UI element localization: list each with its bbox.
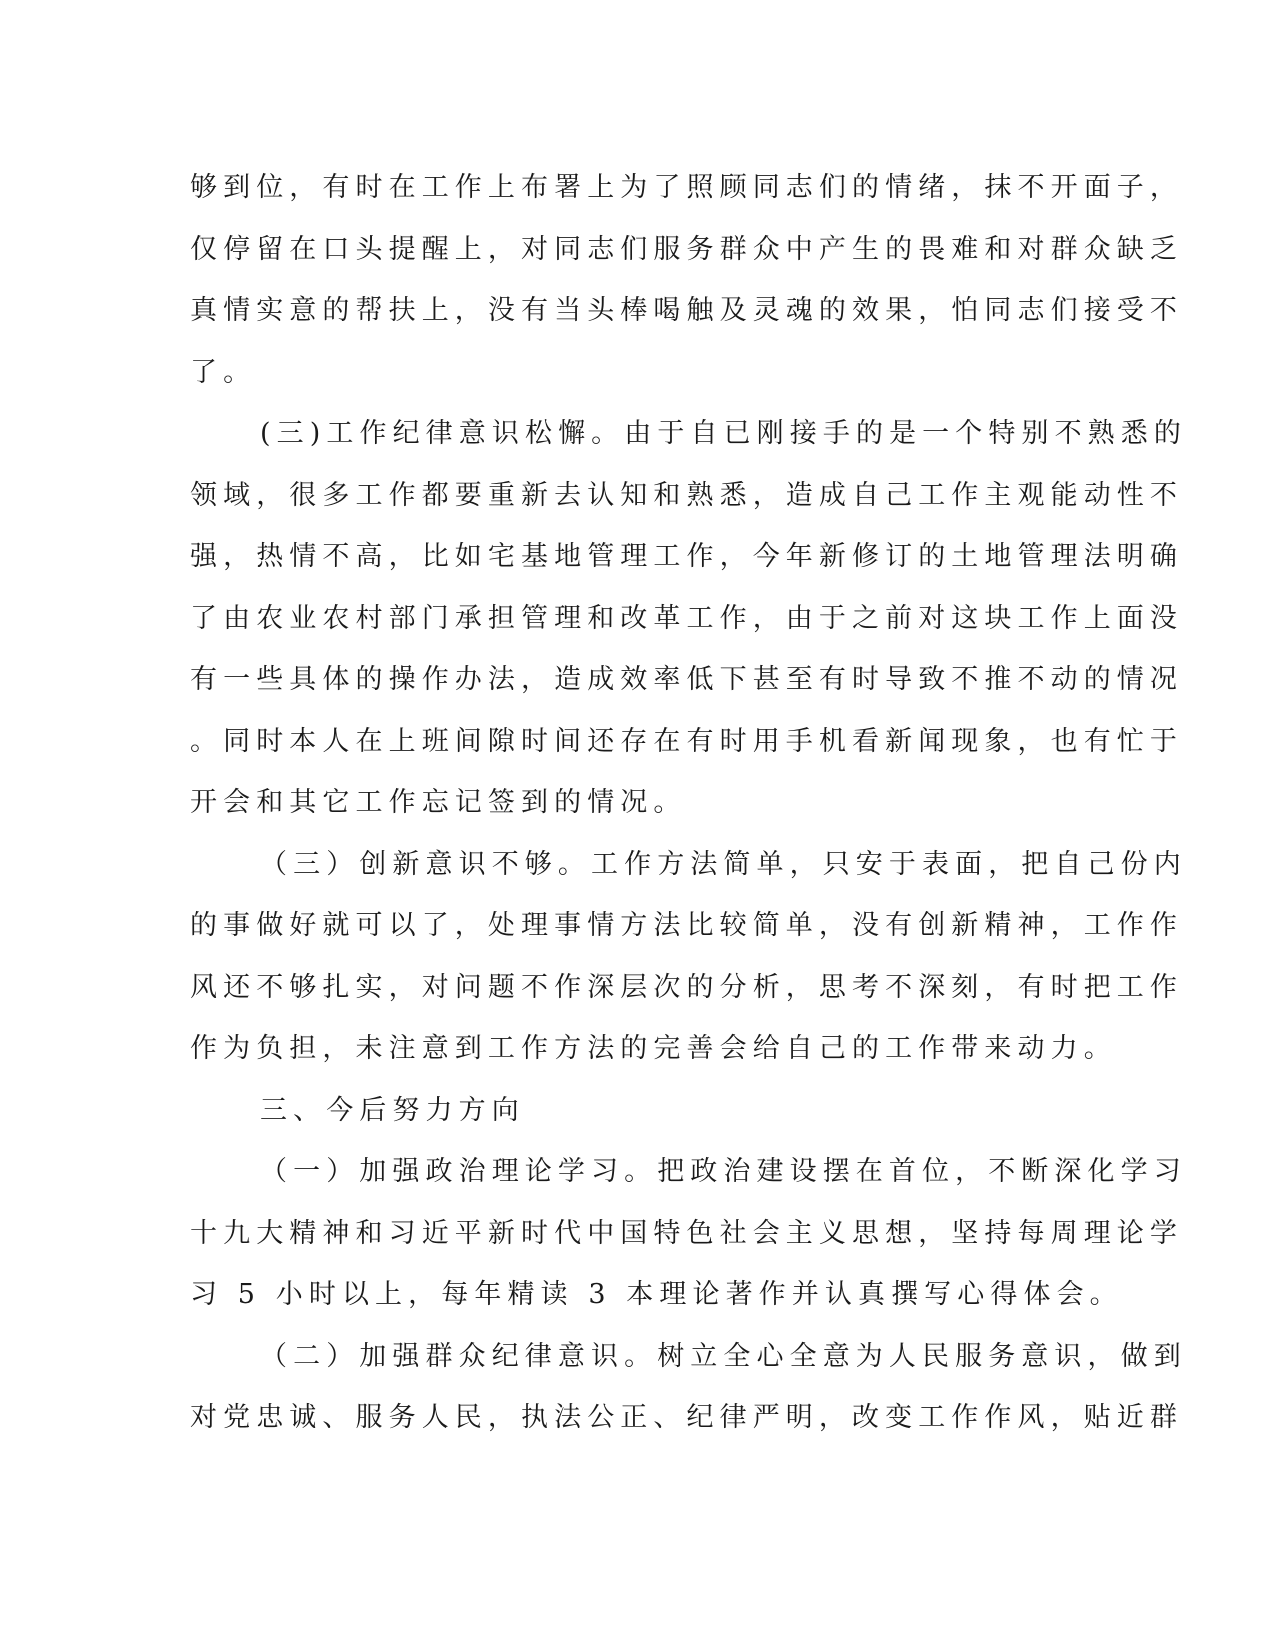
text-line: 。同时本人在上班间隙时间还存在有时用手机看新闻现象，也有忙于 (190, 725, 1183, 757)
text-line: 有一些具体的操作办法，造成效率低下甚至有时导致不推不动的情况 (190, 664, 1183, 695)
text-line: 够到位，有时在工作上布署上为了照顾同志们的情绪，抹不开面子， (190, 172, 1183, 203)
text-line: 强，热情不高，比如宅基地管理工作，今年新修订的土地管理法明确 (190, 541, 1183, 572)
text-line: 真情实意的帮扶上，没有当头棒喝触及灵魂的效果，怕同志们接受不 (190, 295, 1183, 326)
text-line: 作为负担，未注意到工作方法的完善会给自己的工作带来动力。 (190, 1033, 1117, 1064)
text-line: 了。 (190, 356, 257, 388)
text-line: 十九大精神和习近平新时代中国特色社会主义思想，坚持每周理论学 (190, 1217, 1183, 1249)
text-line: 对党忠诚、服务人民，执法公正、纪律严明，改变工作作风，贴近群 (190, 1402, 1183, 1433)
body-text (190, 157, 1187, 1449)
text-line: 的事做好就可以了，处理事情方法比较简单，没有创新精神，工作作 (190, 910, 1183, 941)
text-line: 仅停留在口头提醒上，对同志们服务群众中产生的畏难和对群众缺乏 (190, 233, 1183, 265)
text-line: 风还不够扎实，对问题不作深层次的分析，思考不深刻，有时把工作 (190, 971, 1183, 1003)
paragraph-heading-line: (三)工作纪律意识松懈。由于自已刚接手的是一个特别不熟悉的 (260, 418, 1187, 449)
text-line: 习 5 小时以上，每年精读 3 本理论著作并认真撰写心得体会。 (190, 1279, 1123, 1310)
text-line: 了由农业农村部门承担管理和改革工作，由于之前对这块工作上面没 (190, 602, 1183, 634)
text-line: 领域，很多工作都要重新去认知和熟悉，造成自己工作主观能动性不 (190, 479, 1183, 511)
paragraph-heading-line: （三）创新意识不够。工作方法简单，只安于表面，把自己份内 (260, 848, 1187, 880)
paragraph-heading-line: （二）加强群众纪律意识。树立全心全意为人民服务意识，做到 (260, 1340, 1187, 1372)
text-line: 开会和其它工作忘记签到的情况。 (190, 787, 687, 818)
paragraph-heading-line: （一）加强政治理论学习。把政治建设摆在首位，不断深化学习 (260, 1156, 1187, 1187)
section-heading: 三、今后努力方向 (260, 1094, 525, 1126)
